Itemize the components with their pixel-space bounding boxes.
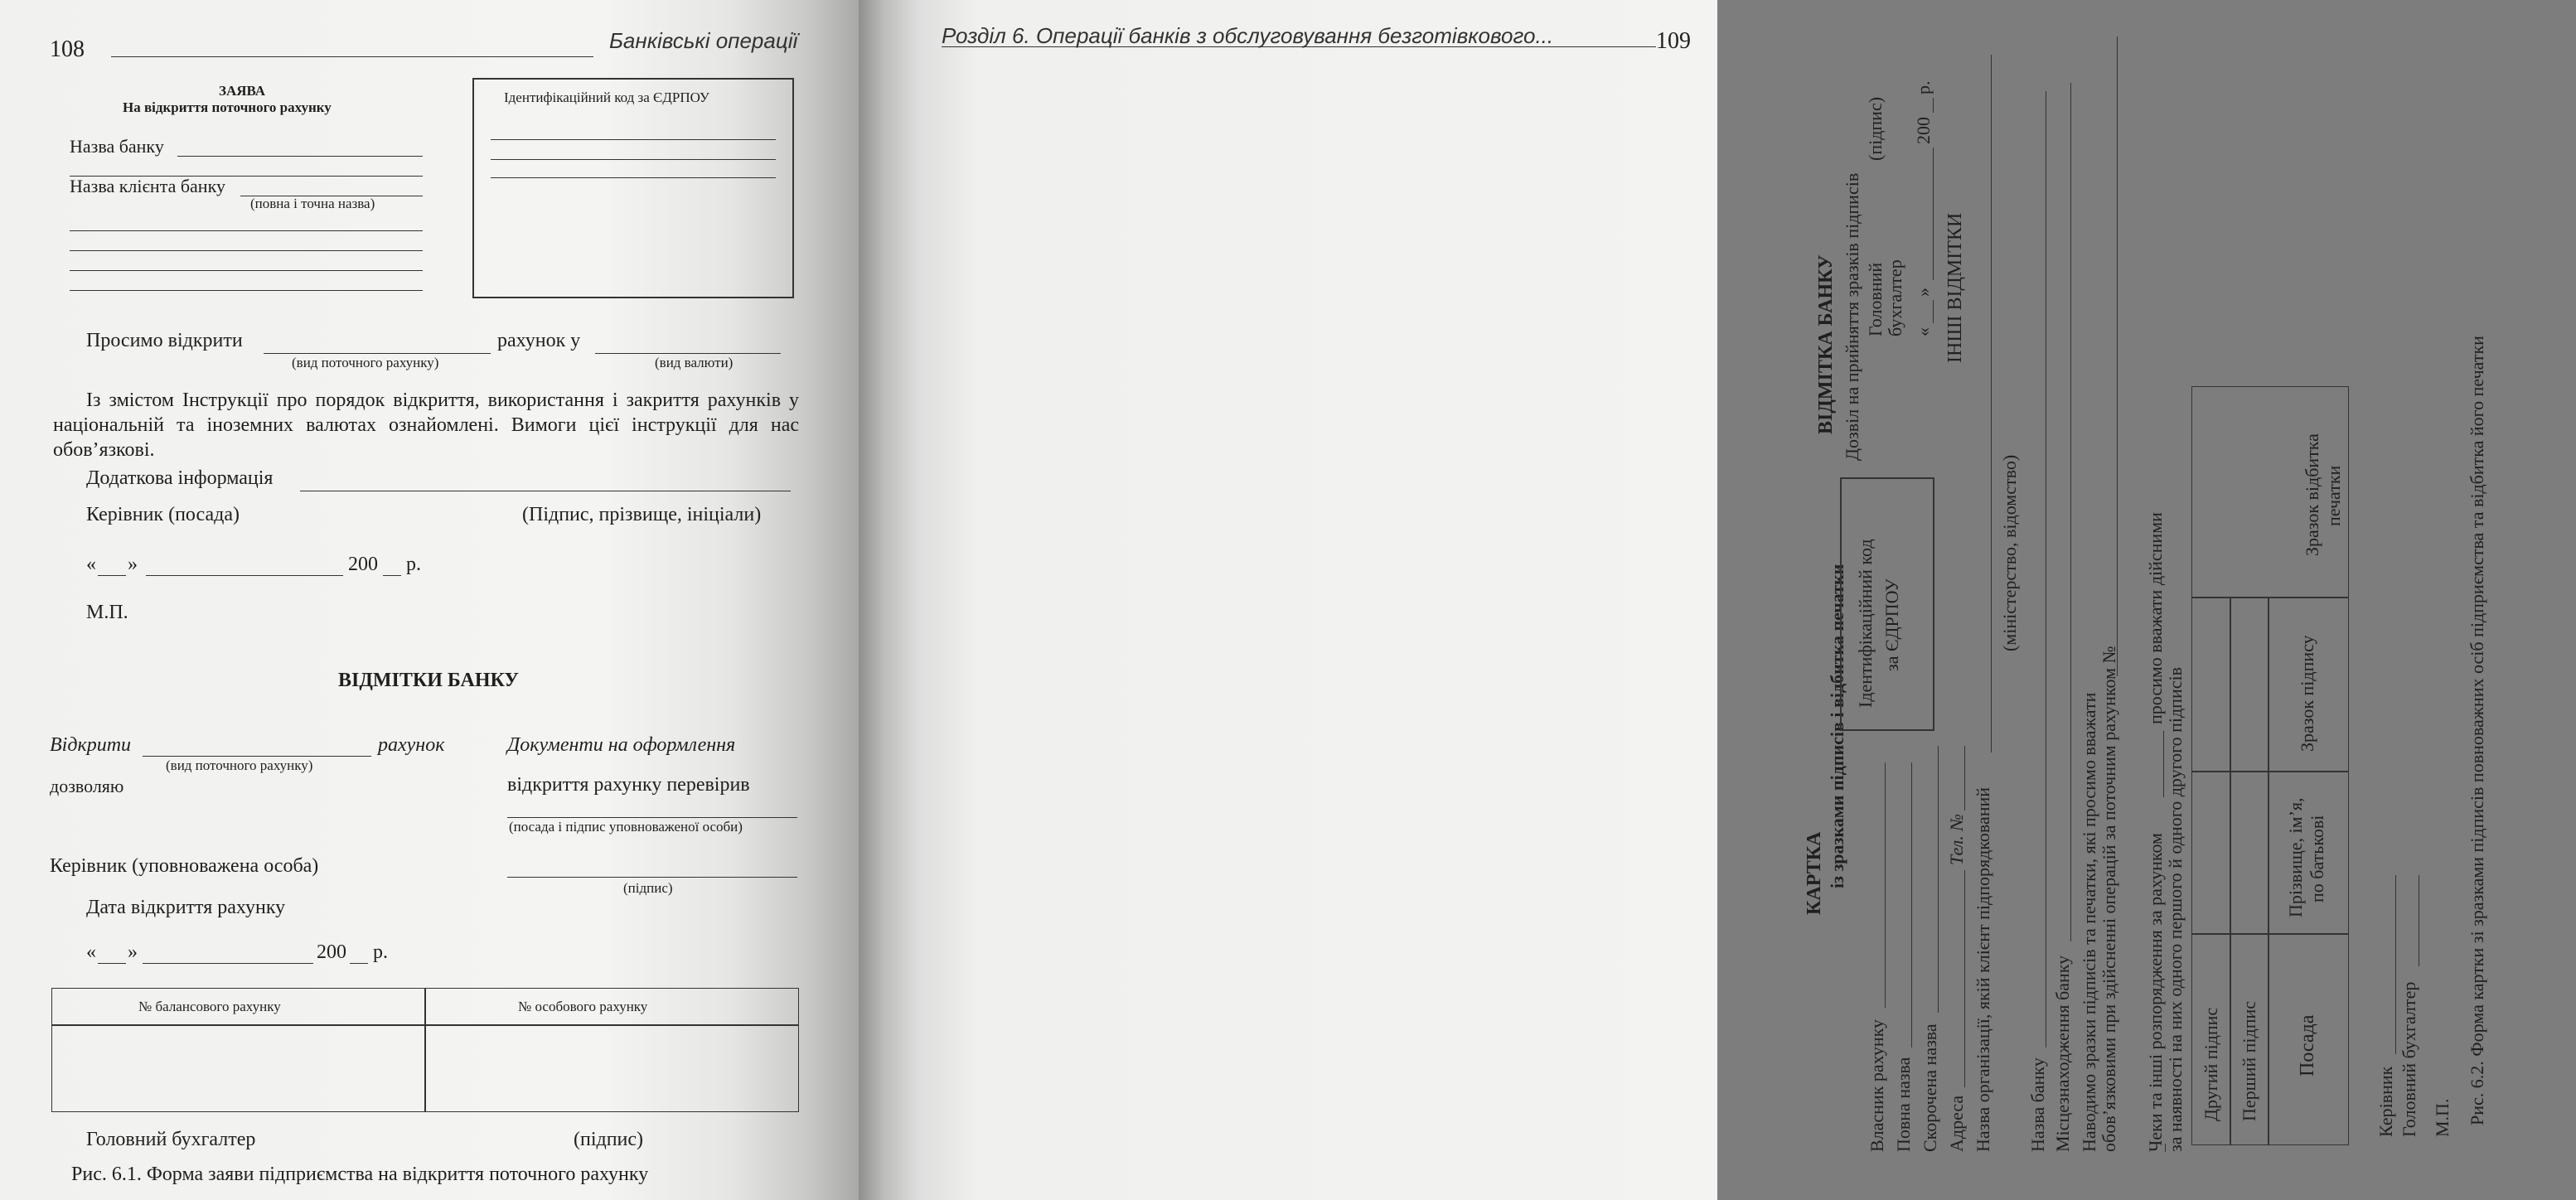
- authorized-line: [507, 817, 797, 818]
- bank-mark-date-day-line: [1933, 300, 1934, 323]
- short-name-label: Скорочена назва: [1920, 1023, 1940, 1152]
- date-day-line: [98, 575, 126, 576]
- full-name-label: Повна назва: [1893, 1057, 1914, 1152]
- date-close-quote: »: [128, 554, 138, 575]
- open-account-hint: (вид поточного рахунку): [166, 757, 313, 773]
- card-edrpou-label-1: Ідентифікаційний код: [1855, 539, 1876, 708]
- client-line-3: [70, 270, 423, 271]
- manager-label: Керівник (посада): [86, 504, 240, 525]
- address-label: Адреса: [1946, 1095, 1967, 1152]
- open-date-day-line: [98, 963, 126, 964]
- date-month-line: [146, 575, 343, 576]
- bank-manager-label: Керівник (уповноважена особа): [50, 855, 319, 877]
- bank-mark-title: ВІДМІТКА БАНКУ: [1815, 254, 1837, 434]
- stamp-sample-header-line-1: Зразок відбитка: [2302, 433, 2322, 556]
- card-subtitle: із зразками підписів і відбитка печатки: [1827, 564, 1847, 888]
- table-row-first-signature: [2230, 933, 2269, 1145]
- allow-label: дозволяю: [50, 776, 124, 796]
- running-header-right: Розділ 6. Операції банків з обслуговування безготівкового...: [942, 23, 1554, 48]
- table-row-second-signature: [2191, 933, 2231, 1145]
- client-line-4: [70, 290, 423, 291]
- open-date-year-line: [350, 963, 368, 964]
- table-header-name: [2268, 771, 2349, 935]
- first-signature-label: Перший підпис: [2239, 1000, 2259, 1121]
- bank-signature-hint: (підпис): [623, 880, 673, 896]
- subordination-line: [1991, 55, 1992, 752]
- open-label: Відкрити: [50, 734, 132, 756]
- bank-mark-date-open-quote: «: [1913, 327, 1934, 336]
- client-line-2: [70, 250, 423, 251]
- edrpou-line-2: [491, 159, 776, 160]
- table-header-signature-sample: [2268, 597, 2349, 772]
- edrpou-line-3: [491, 177, 776, 178]
- bank-mark-signature-hint: (підпис): [1865, 96, 1886, 161]
- documents-line-1: Документи на оформлення: [507, 734, 736, 756]
- card-manager-label: Керівник: [2375, 1066, 2396, 1137]
- right-page: [859, 0, 2487, 1200]
- currency-line: [595, 353, 781, 354]
- bank-mark-date-month-line: [1933, 148, 1934, 280]
- table-header-position: [2268, 933, 2349, 1145]
- bank-mark-date-suffix: р.: [1913, 80, 1934, 94]
- first-sample-cell: [2230, 597, 2269, 772]
- figure-caption-right: Рис. 6.2. Форма картки зі зразками підписів повноважних осіб підприємства та відбитка його печатки: [2467, 336, 2487, 1125]
- header-rule-left: [111, 56, 593, 57]
- bank-location-line: [2070, 83, 2071, 941]
- request-middle: рахунок у: [497, 330, 581, 351]
- bank-name-line: [177, 156, 423, 157]
- card-title: КАРТКА: [1804, 831, 1825, 915]
- date-year: 200: [348, 554, 378, 575]
- header-rule-right: [942, 46, 1656, 47]
- bank-mark-chief-1: Головний: [1865, 262, 1886, 336]
- cheques-line-1: Чеки та інші розпорядження за рахунком: [2145, 833, 2166, 1152]
- address-line: [1964, 870, 1965, 1087]
- card-manager-line: [2395, 875, 2396, 1054]
- additional-info-label: Додаткова інформація: [86, 467, 274, 489]
- phone-label: Тел. №: [1946, 814, 1967, 865]
- open-date-label: Дата відкриття рахунку: [86, 897, 286, 918]
- page-number-left: 108: [50, 36, 85, 62]
- account-type-hint: (вид поточного рахунку): [292, 355, 439, 370]
- documents-line-2: відкриття рахунку перевірив: [507, 774, 750, 796]
- form-title: ЗАЯВА: [219, 83, 266, 99]
- edrpou-box: [472, 78, 794, 298]
- authorized-hint: (посада і підпис уповноваженої особи): [509, 819, 743, 835]
- open-date-year: 200: [317, 941, 346, 963]
- short-name-line: [1938, 746, 1939, 1013]
- card-edrpou-box: [1840, 477, 1934, 731]
- card-chief-accountant-label: Головний бухгалтер: [2399, 981, 2419, 1137]
- open-date-close-quote: »: [128, 941, 138, 963]
- chief-accountant-label: Головний бухгалтер: [86, 1129, 256, 1150]
- second-signature-label: Другий підпис: [2201, 1007, 2221, 1121]
- open-date-month-line: [143, 963, 313, 964]
- card-stamp-label: М.П.: [2432, 1098, 2453, 1137]
- first-name-cell: [2230, 771, 2269, 935]
- open-account-line: [143, 756, 371, 757]
- date-open-quote: «: [86, 554, 96, 575]
- bank-mark-permission: Дозвіл на прийняття зразків підписів: [1842, 172, 1862, 461]
- bank-mark-date-year-line: [1933, 98, 1934, 113]
- balance-account-header: [51, 988, 426, 1026]
- account-word: рахунок: [378, 734, 445, 756]
- rotated-card-form: [1717, 0, 2576, 1200]
- page-number-right: 109: [1656, 28, 1691, 54]
- currency-hint: (вид валюти): [655, 355, 734, 370]
- personal-account-header: [424, 988, 799, 1026]
- account-type-line: [264, 353, 491, 354]
- bank-mark-chief-2: бухгалтер: [1885, 259, 1905, 336]
- second-name-cell: [2191, 771, 2231, 935]
- bank-signature-line: [507, 877, 797, 878]
- owner-label: Власник рахунку: [1867, 1019, 1887, 1152]
- second-sample-cell: [2191, 597, 2231, 772]
- personal-account-header-label: № особового рахунку: [518, 999, 648, 1014]
- client-name-hint: (повна і точна назва): [250, 196, 375, 211]
- open-date-suffix: р.: [373, 941, 388, 963]
- edrpou-line-1: [491, 139, 776, 140]
- running-header-left: Банківські операції: [609, 28, 798, 53]
- cheques-line-2: за наявності на них одного першого й одного другого підписів: [2165, 667, 2186, 1152]
- name-header-line-2: по батькові: [2307, 815, 2327, 902]
- subordination-label: Назва організації, якій клієнт підпорядкований: [1973, 786, 1993, 1152]
- samples-line-2: обов’язковими при здійсненні операцій за поточним рахунком №: [2099, 646, 2119, 1152]
- bank-location-label: Місцезнаходження банку: [2052, 955, 2073, 1152]
- position-header-label: Посада: [2297, 1014, 2318, 1077]
- ministry-hint: (міністерство, відомство): [1999, 454, 2020, 651]
- stamp-label: М.П.: [86, 602, 128, 623]
- bank-mark-date-close-quote: »: [1913, 288, 1934, 297]
- stamp-sample-header-line-2: печатки: [2323, 465, 2344, 526]
- full-name-line: [1911, 762, 1912, 1048]
- owner-line: [1885, 762, 1886, 1008]
- instruction-paragraph: Із змістом Інструкції про порядок відкриття, використання і закриття рахунків у національній та іноземних валютах ознайомлені. Вимоги цієї інструкції для нас обов’язкові.: [53, 390, 799, 461]
- figure-caption-left: Рис. 6.1. Форма заяви підприємства на відкриття поточного рахунку: [71, 1164, 649, 1185]
- chief-signature-hint: (підпис): [574, 1129, 644, 1150]
- personal-account-cell: [424, 1024, 799, 1112]
- open-date-open-quote: «: [86, 941, 96, 963]
- date-suffix: р.: [406, 554, 421, 575]
- cheques-account-line: [2163, 731, 2164, 797]
- balance-account-header-label: № балансового рахунку: [138, 999, 281, 1014]
- left-page: [0, 0, 859, 1200]
- signature-hint: (Підпис, прізвище, ініціали): [522, 504, 762, 525]
- cheques-line-1-end: просимо вважати дійсними: [2145, 512, 2166, 724]
- samples-line-1: Наводимо зразки підписів та печатки, які просимо вважати: [2079, 692, 2099, 1152]
- card-bank-name-label: Назва банку: [2027, 1057, 2048, 1152]
- form-subtitle: На відкриття поточного рахунку: [123, 99, 332, 115]
- edrpou-label: Ідентифікаційний код за ЄДРПОУ: [504, 90, 709, 105]
- bank-name-label: Назва банку: [70, 136, 164, 157]
- phone-line: [1964, 746, 1965, 810]
- other-marks-title: ІНШІ ВІДМІТКИ: [1944, 212, 1966, 363]
- client-line-1: [70, 230, 423, 231]
- table-header-stamp-sample: [2191, 386, 2349, 598]
- samples-account-line: [2117, 36, 2118, 676]
- card-edrpou-label-2: за ЄДРПОУ: [1881, 578, 1902, 671]
- name-header-line-1: Прізвище, ім’я,: [2285, 797, 2306, 917]
- request-prefix: Просимо відкрити: [86, 330, 243, 351]
- balance-account-cell: [51, 1024, 426, 1112]
- bank-marks-title: ВІДМІТКИ БАНКУ: [338, 670, 520, 691]
- client-name-label: Назва клієнта банку: [70, 176, 225, 196]
- date-year-line: [383, 575, 401, 576]
- bank-mark-date-year: 200: [1913, 117, 1934, 144]
- signature-sample-header-label: Зразок підпису: [2297, 635, 2317, 752]
